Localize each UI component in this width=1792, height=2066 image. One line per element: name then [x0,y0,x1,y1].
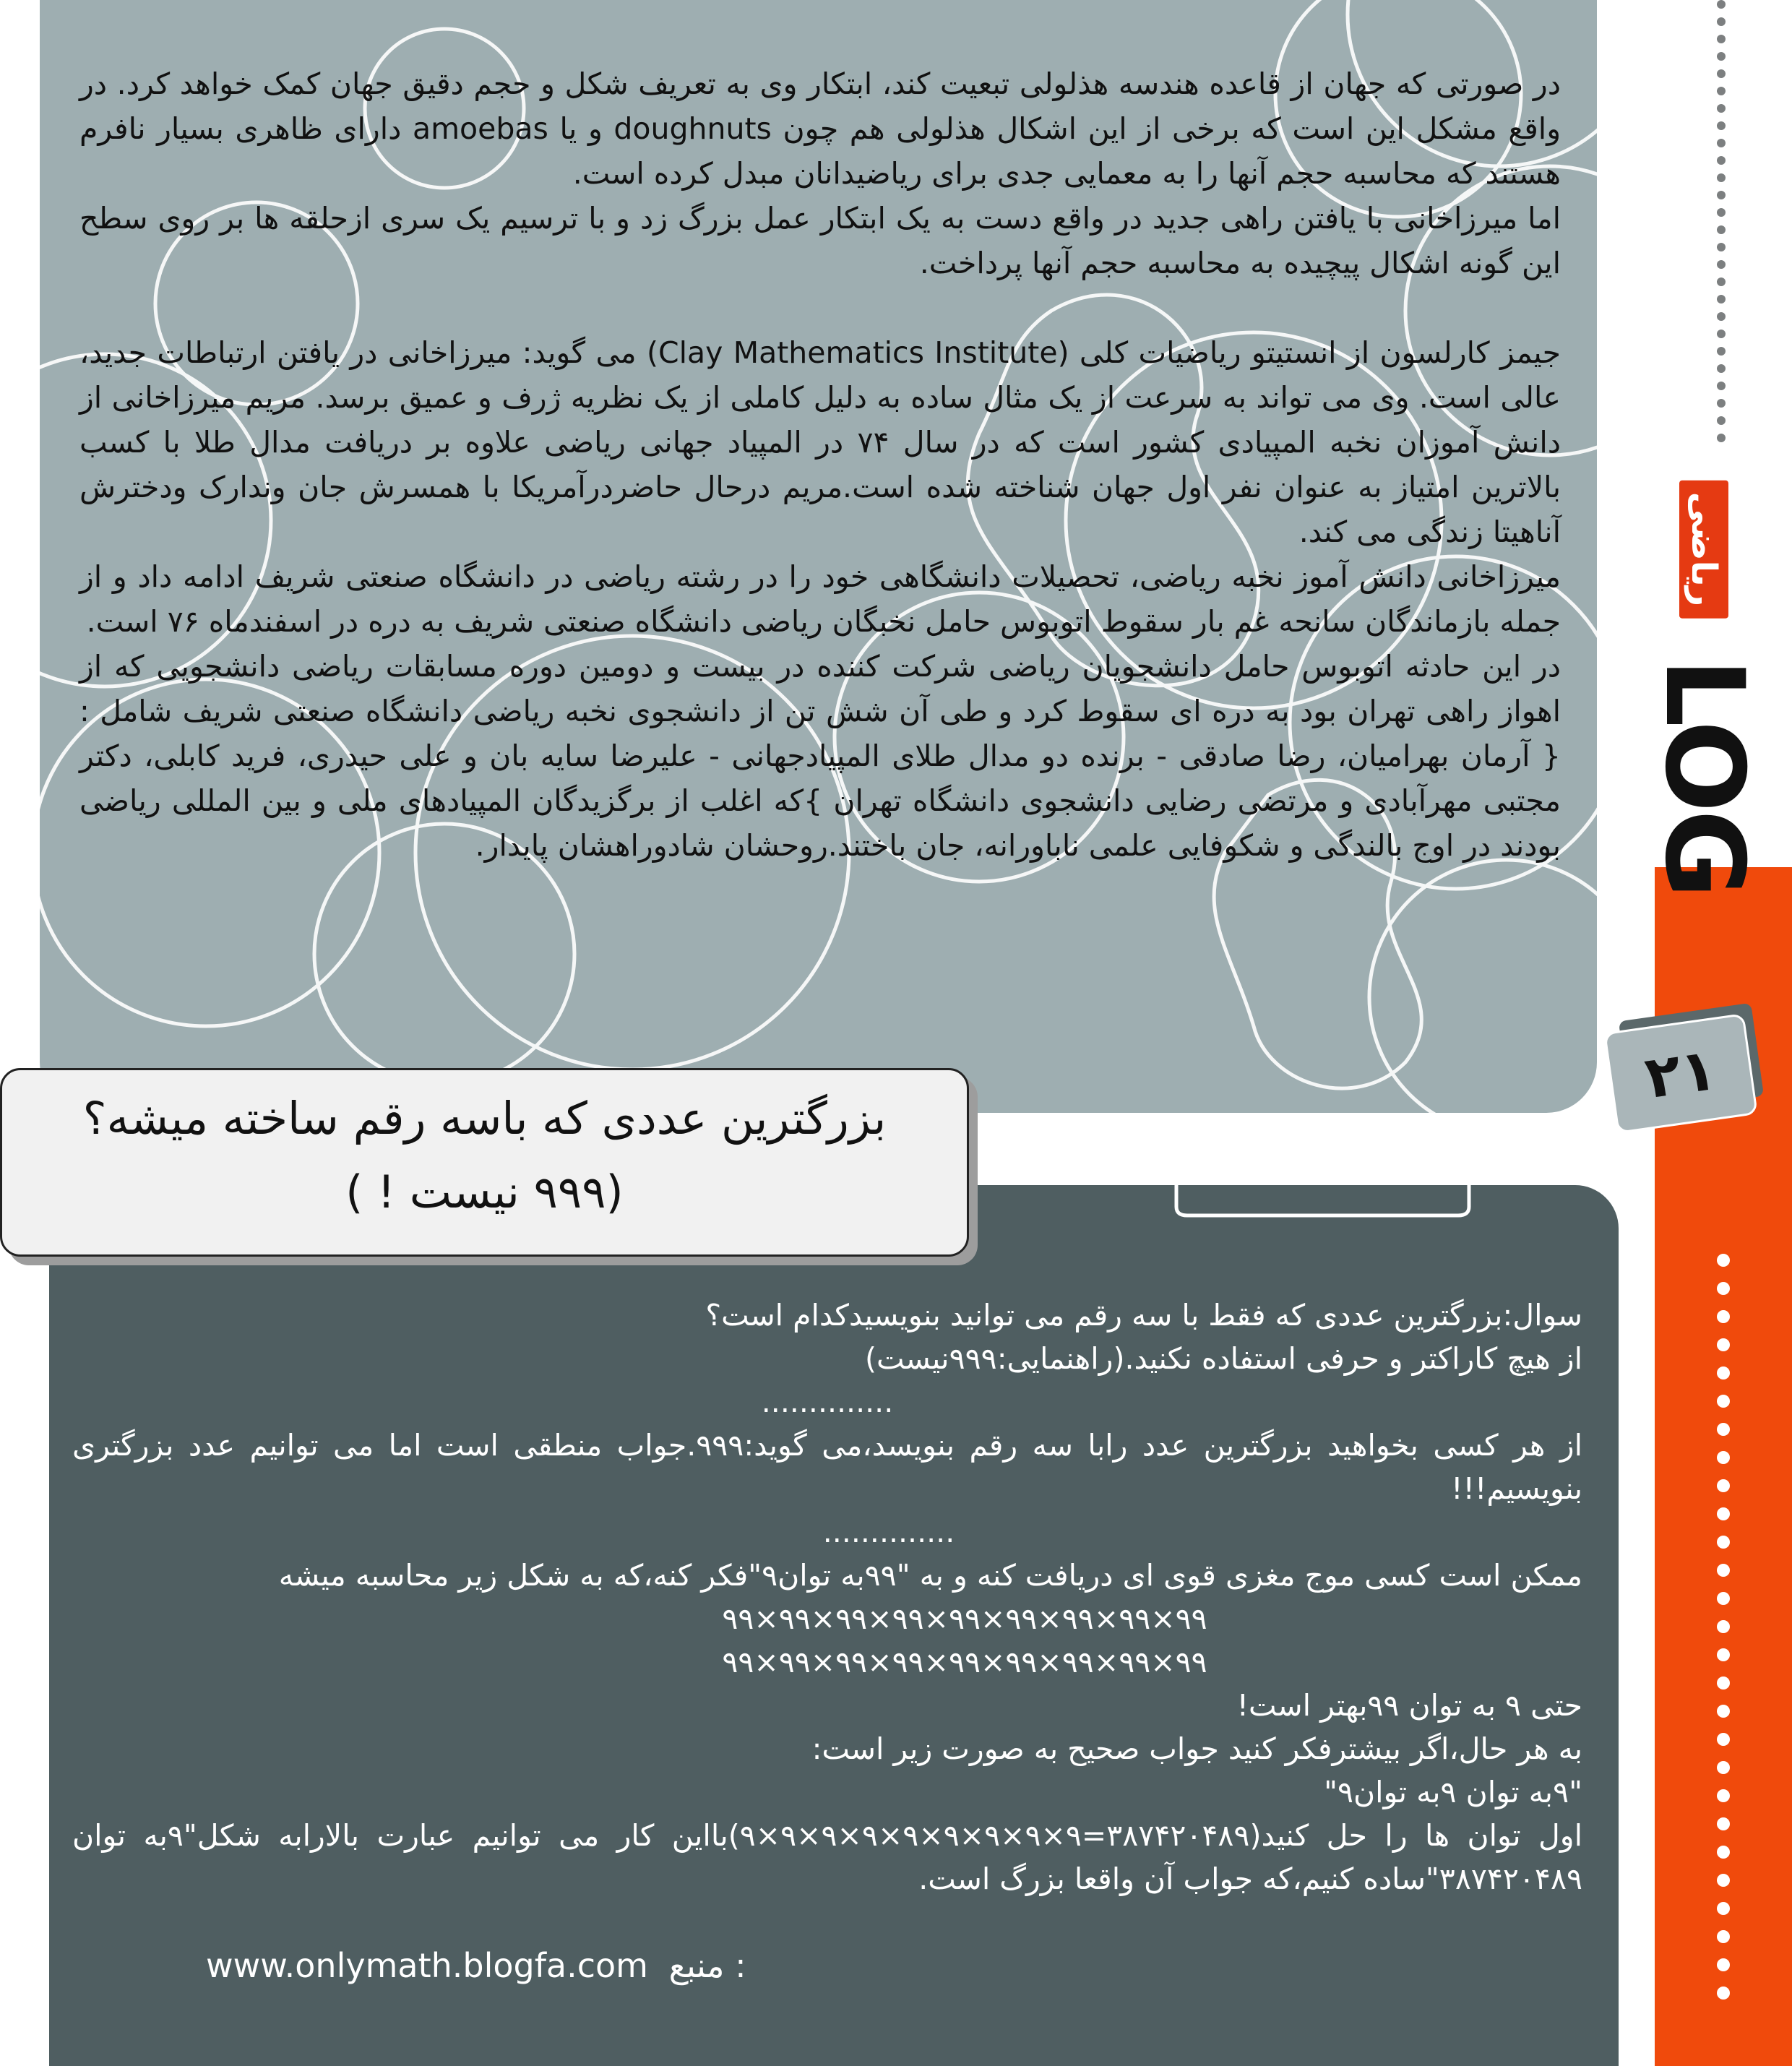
source-label: منبع : [668,1946,746,1985]
headline-callout [0,1068,969,1257]
separator-dots: .............. [761,1385,894,1419]
callout-subtitle: (۹۹۹ نیست ! ) [345,1166,624,1218]
page-number: ۲۱ [1603,1013,1758,1134]
dotted-divider-top [1714,0,1728,451]
logo: LOG [1641,658,1767,896]
puzzle-hint: از هیچ کاراکتر و حرفی استفاده نکنید.(راهنمایی:۹۹۹نیست) [864,1341,1582,1376]
puzzle-paragraph-1: از هر کسی بخواهید بزرگترین عدد رابا سه رقم بنویسد،می گوید:۹۹۹.جواب منطقی است اما می توانیم عدد بزرگتری بنویسیم!!! [72,1428,1582,1506]
puzzle-paragraph-3: حتی ۹ به توان ۹۹بهتر است! [1236,1688,1582,1723]
puzzle-text [72,1294,1582,1901]
callout-title: بزرگترین عددی که باسه رقم ساخته میشه؟ [82,1092,887,1145]
logo-badge: ریاضی [1679,481,1728,619]
puzzle-paragraph-4: به هر حال،اگر بیشترفکر کنید جواب صحیح به صورت زیر است: [811,1731,1582,1766]
puzzle-paragraph-5: "۹به توان ۹به توان۹" [1324,1775,1582,1809]
multiplication-line-2: ۹۹×۹۹×۹۹×۹۹×۹۹×۹۹×۹۹×۹۹×۹۹ [722,1645,1207,1679]
article-paragraph-4: میرزاخانی دانش آموز نخبه ریاضی، تحصیلات دانشگاهی خود را در رشته ریاضی در دانشگاه صنعتی شریف ادامه داد و از جمله بازماندگان سانحه غم بار سقوط اتوبوس حامل نخبگان ریاضی دانشگاه صنعتی شریف به دره در اسفندماه ۷۶ است. [79,559,1561,639]
puzzle-question: سوال:بزرگترین عددی که فقط با سه رقم می توانید بنویسیدکدام است؟ [705,1298,1582,1333]
separator-dots: .............. [822,1515,955,1549]
article-paragraph-5: در این حادثه اتوبوس حامل دانشجویان ریاضی شرکت کننده در بیست و دومین دوره مسابقات ریاضی دانشجویی که از اهواز راهی تهران بود به دره ای سقوط کرد و طی آن شش تن از دانشجوی نخبه ریاضی دانشگاه صنعتی شریف شامل : { آرمان بهرامیان، رضا صادقی - برنده دو مدال طلای المپیادجهانی - علیرضا سایه بان و علی حیدری، فرید کابلی، دکتر مجتبی مهرآبادی و مرتضی رضایی دانشجوی دانشگاه تهران }که اغلب از برگزیدگان المپیادهای ملی و بین المللی ریاضی بودند در اوج بالندگی و شکوفایی علمی ناباورانه، جان باختند.روحشان شادوراهشان پایدار. [79,649,1561,863]
puzzle-paragraph-2: ممکن است کسی موج مغزی قوی ای دریافت کنه و به "۹۹به توان۹"فکر کنه،که به شکل زیر محاسبه میشه [278,1558,1582,1593]
puzzle-paragraph-6: اول توان ها را حل کنید(۳۸۷۴۲۰۴۸۹=۹×۹×۹×۹×۹×۹×۹×۹×۹)بااین کار می توانیم عبارت بالارابه شکل"۹به توان ۳۸۷۴۲۰۴۸۹"ساده کنیم،که جواب آن واقعا بزرگ است. [72,1818,1582,1896]
source-line [206,1946,746,1985]
article-paragraph-2: اما میرزاخانی با یافتن راهی جدید در واقع دست به یک ابتکار عمل بزرگ زد و با ترسیم یک سری ازحلقه ها بر روی سطح این گونه اشکال پیچیده به محاسبه حجم آنها پرداخت. [79,201,1561,280]
dotted-divider-bottom [1714,1254,1733,2015]
article-text [79,61,1561,868]
article-paragraph-1: در صورتی که جهان از قاعده هندسه هذلولی تبعیت کند، ابتکار وی به تعریف شکل و حجم دقیق جهان کمک خواهد کرد. در واقع مشکل این است که برخی از این اشکال هذلولی هم چون doughnuts و یا amoebas دارای ظاهری بسیار نافرم هستند که محاسبه حجم آنها را به معمایی جدی برای ریاضیدانان مبدل کرده است. [79,66,1561,191]
article-paragraph-3: جیمز کارلسون از انستیتو ریاضیات کلی (Clay Mathematics Institute) می گوید: میرزاخانی در یافتن ارتباطات جدید، عالی است. وی می تواند به سرعت از یک مثال ساده به دلیل کاملی از یک نظریه ژرف و عمیق برسد. مریم میرزاخانی از دانش آموزان نخبه المپیادی کشور است که در سال ۷۴ در المپیاد جهانی ریاضی علاوه بر دریافت مدال طلا با کسب بالاترین امتیاز به عنوان نفر اول جهان شناخته شده است.مریم درحال حاضردرآمریکا با همسرش جان وندارک ودخترش آناهیتا زندگی می کند. [79,335,1561,549]
multiplication-line-1: ۹۹×۹۹×۹۹×۹۹×۹۹×۹۹×۹۹×۹۹×۹۹ [722,1601,1207,1636]
source-url[interactable]: www.onlymath.blogfa.com [206,1946,648,1985]
